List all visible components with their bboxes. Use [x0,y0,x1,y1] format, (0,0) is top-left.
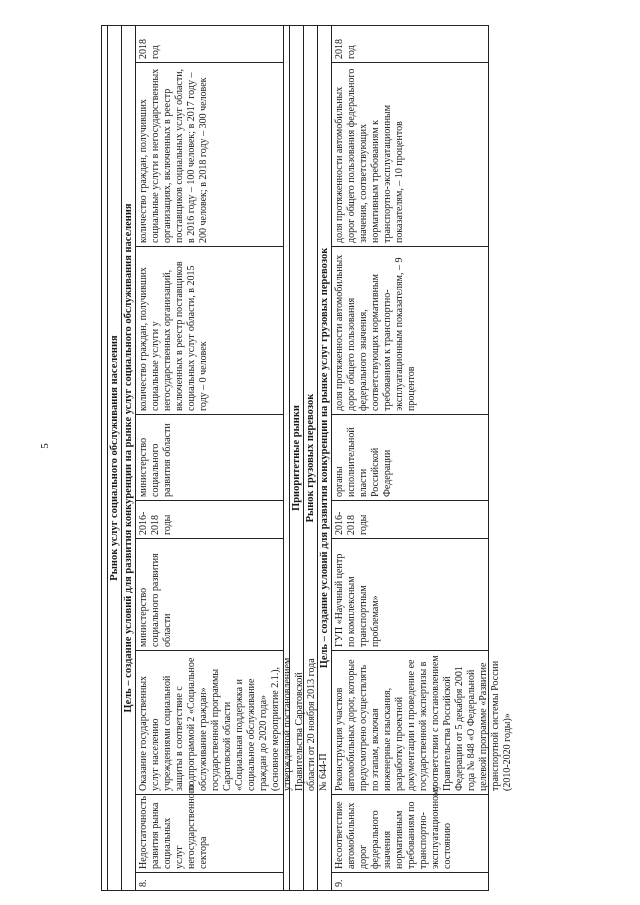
section-social-goal: Цель – создание условий для развития конкуренции на рынке услуг социального обслуживания населения [122,26,136,890]
section-priority-title: Приоритетные рынки [290,26,304,890]
year-cell: 2018 год [138,39,161,59]
year-cell: 2018 год [334,39,357,59]
executor-cell: ГУП «Научный центр по комплексным транспортным проблемам» [332,538,488,650]
row-number: 8. [136,872,283,890]
responsible-cell: органы исполнительной власти Российской Федерации [332,414,488,500]
row-number: 9. [332,872,488,890]
measure-cell: Оказание государственных услуг населению учреждениями социальной защиты в соответствие с подпрограммой 2 «Социальное обслуживание граждан» государственной программы Саратовской области «Социальная поддержка и социальное обслуживание граждан до 2020 года» (основное мероприятие 2.1.), утвержденной постановлением Правительства Саратовской области от 20 ноября 2013 года № 644-П [136,650,283,794]
responsible-cell: министерство социального развития области [136,414,283,500]
term-cell: 2016-2018 годы [332,500,488,538]
section-freight-title: Рынок грузовых перевозок [304,26,318,890]
target-cell: количество граждан, получивших социальные услуги в негосударственных организациях, включенных в реестр поставщиков социальных услуг области, в 2016 году – 100 человек; в 2017 году – 200 человек; в 2018 году – 300 человек [136,62,283,246]
section-freight-goal: Цель – создание условий для развития конкуренции на рынке услуг грузовых перевозок [318,26,332,890]
measure-cell: Реконструкция участков автомобильных дорог, которые предусмотрено осуществлять по этапам, включая инженерные изыскания, разработку проектной документации и проведение ее государственной экспертизы в соответствии с постановлением Правительства Российской Федерации от 5 декабря 2001 года № 848 «О Федеральной целевой программе «Развитие транспортной системы России (2010-2020 годы)» [332,650,488,794]
baseline-cell: доля протяженности автомобильных дорог общего пользования федерального значения, соответствующих нормативным требованиям к транспортно-эксплуатационным показателям, – 9 процентов [332,246,488,414]
table-row [332,26,513,890]
section-social-title: Рынок услуг социального обслуживания населения [108,26,122,890]
executor-cell: министерство социального развития области [136,538,283,650]
baseline-cell: количество граждан, получивших социальные услуги у негосударственных организаций, включенных в реестр поставщиков социальных услуг области, в 2015 году – 0 человек [136,246,283,414]
page-number: 5 [39,443,51,449]
problem-cell: Недостаточность развития рынка социальных услуг негосударственного сектора [136,794,283,872]
measures-table [101,25,513,891]
term-cell: 2016-2018 годы [136,500,283,538]
target-cell: доля протяженности автомобильных дорог общего пользования федерального значения, соответствующих нормативным требованиям к транспортно-эксплуатационным показателям, – 10 процентов [332,62,488,246]
rotated-table-wrapper [101,25,513,891]
problem-cell: Несоответствие автомобильных дорог федерального значения нормативным требованиям по транспортно-эксплуатационному состоянию [332,794,488,872]
